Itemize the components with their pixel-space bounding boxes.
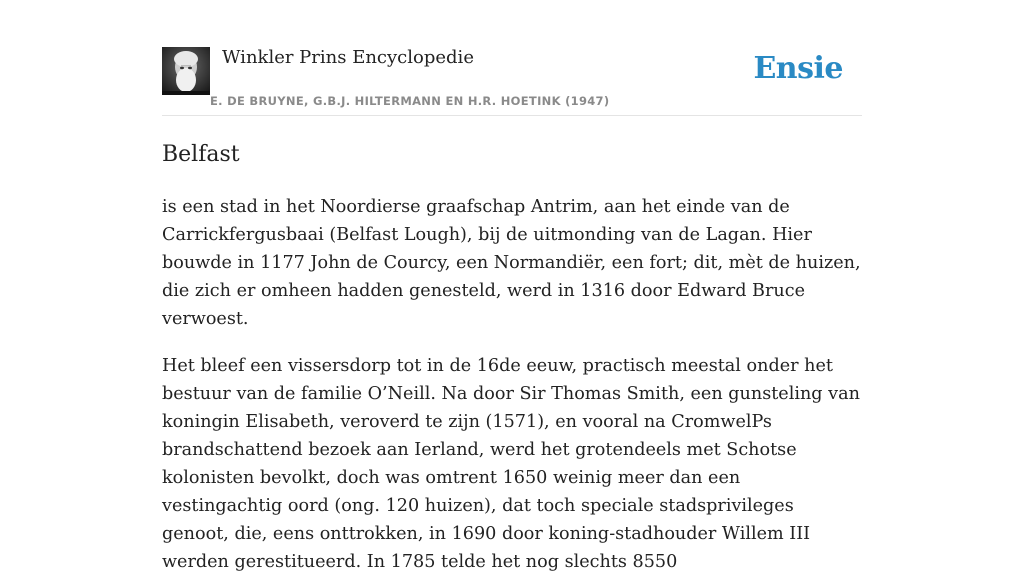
entry-paragraph: Het bleef een vissersdorp tot in de 16de eeuw, practisch meestal onder het bestuur van de familie O’Neill. Na door Sir Thomas Smith, een gunsteling van koningin Elisabeth, veroverd te zijn (1571), en vooral na CromwelPs brandschattend bezoek aan Ierland, werd het grotendeels met Schotse kolonisten bevolkt, doch was omtrent 1650 weinig meer dan een vestingachtig oord (ong. 120 huizen), dat toch speciale stadsprivileges genoot, die, eens onttrokken, in 1690 door koning-stadhouder Willem III werden gerestitueerd. In 1785 telde het nog slechts 8550 xyxy=(162,356,860,572)
authors-credit: E. DE BRUYNE, G.B.J. HILTERMANN EN H.R. HOETINK (1947) xyxy=(210,94,610,108)
entry-paragraph: is een stad in het Noordierse graafschap Antrim, aan het einde van de Carrickfergusbaai (Belfast Lough), bij de uitmonding van de Lagan. Hier bouwde in 1177 John de Courcy, een Normandiër, een fort; dit, mèt de huizen, die zich er omheen hadden genesteld, werd in 1316 door Edward Bruce verwoest. xyxy=(162,197,861,329)
portrait-image xyxy=(162,47,210,95)
author-portrait-icon[interactable] xyxy=(162,47,210,95)
site-header xyxy=(162,0,862,116)
entry-title: Belfast xyxy=(162,142,240,167)
book-title[interactable]: Winkler Prins Encyclopedie xyxy=(222,47,474,68)
ensie-logo-link[interactable]: Ensie xyxy=(753,51,843,86)
page xyxy=(162,0,862,572)
entry-body xyxy=(162,193,862,576)
